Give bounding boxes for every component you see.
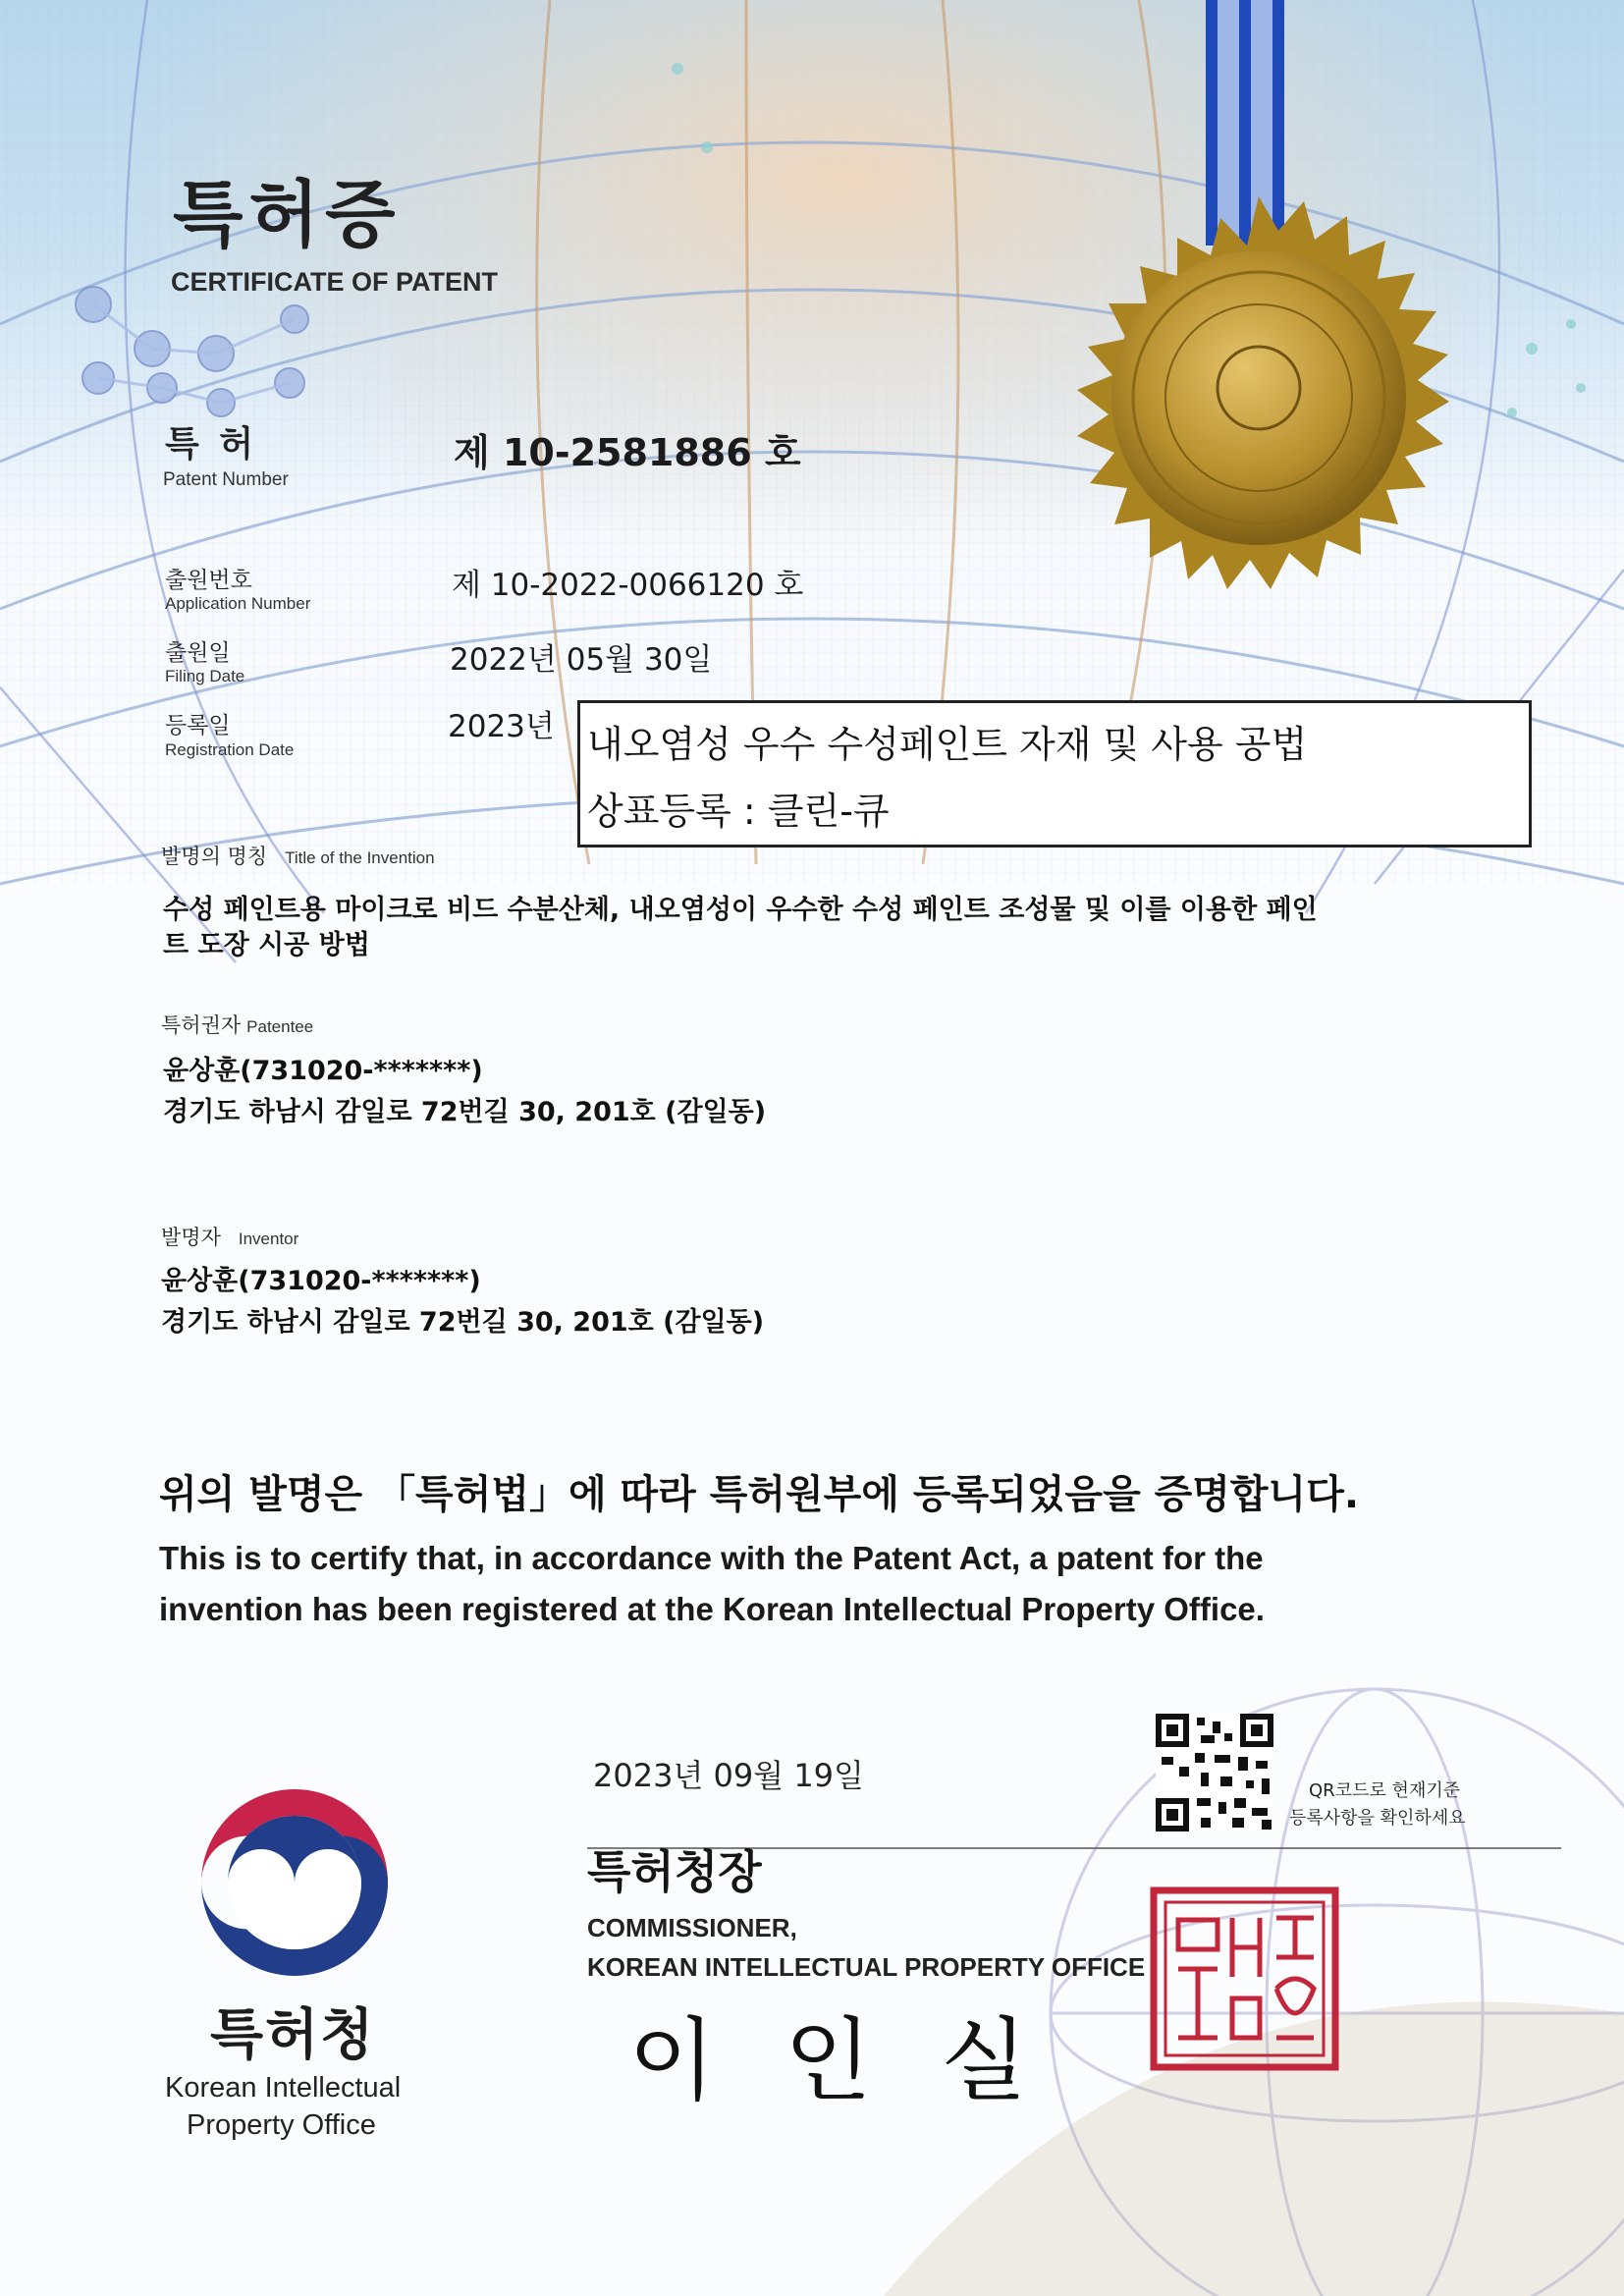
- inventor-header: [161, 1222, 298, 1251]
- office-name-en-line2: Property Office: [187, 2109, 376, 2141]
- invention-title-header: [161, 841, 435, 870]
- filing-date-value: 2022년 05월 30일: [450, 642, 713, 678]
- registration-date-label: 등록일: [165, 713, 231, 738]
- invention-title-label: 발명의 명칭: [161, 845, 268, 868]
- commissioner-title-en-line1: COMMISSIONER,: [587, 1913, 797, 1942]
- registration-date-label-en: Registration Date: [165, 740, 295, 759]
- product-label-line2: 상표등록 : 클린-큐: [587, 790, 890, 833]
- application-number-value: 제 10-2022-0066120 호: [452, 568, 804, 603]
- inventor-label-en: Inventor: [238, 1230, 299, 1248]
- inventor-address: 경기도 하남시 감일로 72번길 30, 201호 (감일동): [161, 1307, 765, 1338]
- commissioner-signature: 이인실: [628, 2008, 1097, 2113]
- patent-number-label-en: Patent Number: [163, 469, 289, 490]
- qr-code-icon[interactable]: [1156, 1714, 1273, 1831]
- certification-statement-ko: 위의 발명은 「특허법」에 따라 특허원부에 등록되었음을 증명합니다.: [159, 1472, 1360, 1517]
- patentee-name: 윤상훈(731020-*******): [163, 1056, 483, 1086]
- application-number-label-en: Application Number: [165, 594, 311, 613]
- patentee-label: 특허권자: [161, 1013, 242, 1037]
- invention-title-line1: 수성 페인트용 마이크로 비드 수분산체, 내오염성이 우수한 수성 페인트 조성물 및 이를 이용한 페인: [163, 895, 1318, 925]
- certification-statement-en-line2: invention has been registered at the Korean Intellectual Property Office.: [159, 1591, 1265, 1627]
- certificate-title: 특허증: [173, 173, 402, 257]
- invention-title-line2: 트 도장 시공 방법: [163, 930, 370, 960]
- issue-date: 2023년 09월 19일: [593, 1757, 864, 1794]
- application-number-label: 출원번호: [165, 568, 252, 593]
- certificate-subtitle: CERTIFICATE OF PATENT: [171, 267, 498, 297]
- certification-statement-en-line1: This is to certify that, in accordance with the Patent Act, a patent for the: [159, 1540, 1264, 1576]
- filing-date-label-en: Filing Date: [165, 667, 245, 685]
- patentee-label-en: Patentee: [246, 1017, 314, 1036]
- product-label-line1: 내오염성 우수 수성페인트 자재 및 사용 공법: [587, 723, 1308, 766]
- qr-note-line1: QR코드로 현재기준: [1309, 1780, 1461, 1801]
- commissioner-title: 특허청장: [587, 1845, 762, 1898]
- invention-title-label-en: Title of the Invention: [285, 848, 435, 867]
- patentee-header: [161, 1010, 313, 1039]
- patent-number-label: 특 허: [165, 424, 258, 465]
- filing-date-label: 출원일: [165, 640, 231, 666]
- registration-date-value: 2023년: [448, 709, 555, 744]
- kipo-taegeuk-logo-icon: [201, 1789, 388, 1976]
- inventor-name: 윤상훈(731020-*******): [161, 1266, 481, 1296]
- patent-number-value: 제 10-2581886 호: [454, 431, 801, 474]
- inventor-label: 발명자: [161, 1226, 221, 1249]
- official-seal-icon: [1154, 1890, 1335, 2067]
- qr-note-line2: 등록사항을 확인하세요: [1289, 1808, 1466, 1829]
- commissioner-title-en-line2: KOREAN INTELLECTUAL PROPERTY OFFICE: [587, 1952, 1146, 1982]
- office-name-en-line1: Korean Intellectual: [165, 2072, 402, 2104]
- office-name-ko: 특허청: [210, 2003, 376, 2067]
- patentee-address: 경기도 하남시 감일로 72번길 30, 201호 (감일동): [163, 1097, 767, 1127]
